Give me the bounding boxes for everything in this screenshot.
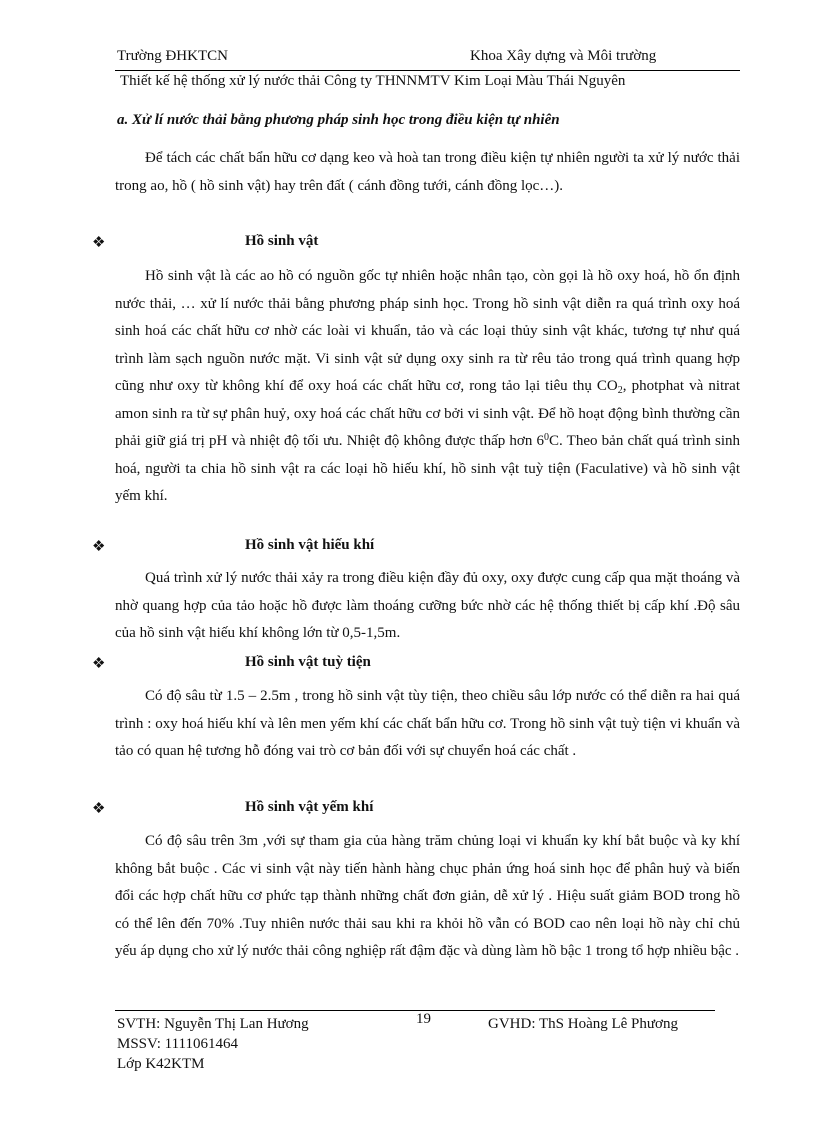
diamond-bullet-icon: ❖ xyxy=(92,539,106,555)
subsection-heading: Hồ sinh vật hiếu khí xyxy=(245,537,375,553)
subsection-text: Quá trình xử lý nước thải xảy ra trong điều kiện đầy đủ oxy, oxy được cung cấp qua mặt thoáng và nhờ quang hợp của tảo hoặc hồ được làm thoáng cưỡng bức nhờ các hệ thống thiết bị cấp khí .Độ sâu của hồ sinh vật hiếu khí không lớn từ 0,5-1,5m. xyxy=(115,570,740,641)
page-number: 19 xyxy=(416,1011,431,1027)
diamond-bullet-icon: ❖ xyxy=(92,235,106,251)
subsection-paragraph xyxy=(115,683,740,766)
student-id: MSSV: 1111061464 xyxy=(117,1036,238,1052)
footer-rule xyxy=(115,1010,715,1011)
intro-text: Để tách các chất bẩn hữu cơ dạng keo và hoà tan trong điều kiện tự nhiên người ta xử lý nước thải trong ao, hồ ( hồ sinh vật) hay trên đất ( cánh đồng tưới, cánh đồng lọc…). xyxy=(115,150,740,194)
class-name: Lớp K42KTM xyxy=(117,1056,205,1072)
student-name: SVTH: Nguyễn Thị Lan Hương xyxy=(117,1016,309,1032)
subsection-heading: Hồ sinh vật tuỳ tiện xyxy=(245,654,371,670)
faculty-name: Khoa Xây dựng và Môi trường xyxy=(470,48,657,64)
subsection-text: Có độ sâu trên 3m ,với sự tham gia của hàng trăm chủng loại vi khuẩn ky khí bắt buộc và ky khí không bắt buộc . Các vi sinh vật này tiến hành hàng chục phản ứng hoá sinh học để phân huỷ và biến đổi các hợp chất hữu cơ phức tạp thành những chất đơn giản, dễ xử lý . Hiệu suất giảm BOD trong hồ có thể lên đến 70% .Tuy nhiên nước thải sau khi ra khỏi hồ vẫn có BOD cao nên loại hồ này chỉ chủ yếu áp dụng cho xử lý nước thải công nghiệp rất đậm đặc và dùng làm hồ bậc 1 trong tổ hợp nhiều bậc . xyxy=(115,833,740,959)
subscript: 2 xyxy=(617,385,623,396)
header-rule xyxy=(115,70,740,71)
text-part: , photphat và nitrat amon sinh ra từ sự phân huỷ, oxy hoá các chất hữu cơ bởi vi sinh vật. Để hồ hoạt động bình thường cần phải giữ giá trị pH và nhiệt độ tối ưu. Nhiệt độ không được thấp hơn 6 xyxy=(115,378,740,449)
subsection-text: Có độ sâu từ 1.5 – 2.5m , trong hồ sinh vật tùy tiện, theo chiều sâu lớp nước có thể diễn ra hai quá trình : oxy hoá hiếu khí và lên men yếm khí các chất bẩn hữu cơ. Trong hồ sinh vật tuỳ tiện vi khuẩn và tảo có quan hệ tương hỗ đóng vai trò cơ bản đối với sự chuyển hoá các chất . xyxy=(115,688,740,759)
section-title: a. Xử lí nước thải bằng phương pháp sinh học trong điều kiện tự nhiên xyxy=(117,112,560,128)
text-part: Hồ sinh vật là các ao hồ có nguồn gốc tự nhiên hoặc nhân tạo, còn gọi là hồ oxy hoá, hồ ổn định nước thải, … xử lí nước thải bằng phương pháp sinh học. Trong hồ sinh vật diễn ra quá trình oxy hoá sinh hoá các chất hữu cơ nhờ các loài vi khuẩn, tảo và các loại thủy sinh vật khác, tương tự như quá trình làm sạch nguồn nước mặt. Vi sinh vật sử dụng oxy sinh ra từ rêu tảo trong quá trình quang hợp cũng như oxy từ không khí để oxy hoá các chất hữu cơ, rong tảo lại tiêu thụ CO xyxy=(115,268,740,394)
subsection-paragraph xyxy=(115,263,740,511)
diamond-bullet-icon: ❖ xyxy=(92,656,106,672)
superscript: 0 xyxy=(544,432,550,443)
subsection-text xyxy=(115,263,740,511)
subsection-heading: Hồ sinh vật xyxy=(245,233,319,249)
subsection-paragraph xyxy=(115,828,740,966)
subsection-paragraph xyxy=(115,565,740,648)
project-title: Thiết kế hệ thống xử lý nước thải Công ty THNNMTV Kim Loại Màu Thái Nguyên xyxy=(120,73,626,89)
supervisor-name: GVHD: ThS Hoàng Lê Phương xyxy=(488,1016,678,1032)
intro-paragraph xyxy=(115,145,740,200)
text-part: C. Theo bản chất quá trình sinh hoá, người ta chia hồ sinh vật ra các loại hồ hiếu khí, hồ sinh vật tuỳ tiện (Faculative) và hồ sinh vật yếm khí. xyxy=(115,433,740,504)
diamond-bullet-icon: ❖ xyxy=(92,801,106,817)
subsection-heading: Hồ sinh vật yếm khí xyxy=(245,799,374,815)
school-name: Trường ĐHKTCN xyxy=(117,48,228,64)
